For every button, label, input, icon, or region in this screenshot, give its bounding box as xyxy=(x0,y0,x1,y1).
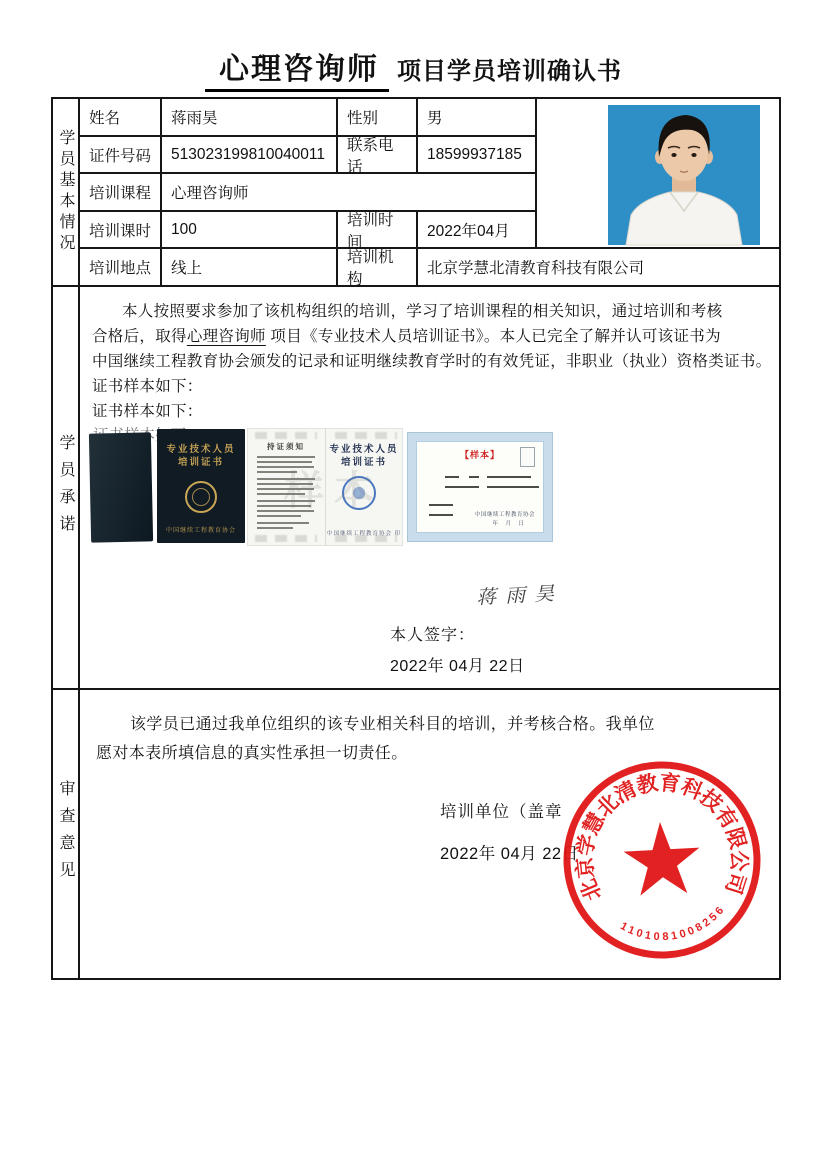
org-value-cell: 北京学慧北清教育科技有限公司 xyxy=(418,249,779,287)
text-placeholder xyxy=(487,486,539,488)
commitment-content xyxy=(80,287,779,690)
org-label-cell: 培训机构 xyxy=(338,249,418,287)
section-commitment-side-label xyxy=(53,287,80,690)
text-placeholder xyxy=(257,456,315,458)
seal-company-textpath: 北京学慧北清教育科技有限公司 xyxy=(573,771,751,904)
certificate-sample-page xyxy=(407,432,553,542)
text-placeholder xyxy=(257,505,311,507)
id-label-cell: 证件号码 xyxy=(80,137,162,174)
text-placeholder xyxy=(257,515,301,517)
side-label-text: 学员基本情况 xyxy=(57,129,74,255)
cover-footer: 中国继续工程教育协会 xyxy=(165,528,236,534)
commitment-paragraph xyxy=(92,299,771,424)
seal-group xyxy=(562,760,762,960)
watermark-smudge xyxy=(255,432,317,439)
paragraph-line: 本人按照要求参加了该机构组织的培训，学习了培训课程的相关知识，通过培训和考核 xyxy=(122,303,723,320)
paragraph-line: 中国继续工程教育协会颁发的记录和证明继续教育学时的有效凭证，非职业（执业）资格类证书。 xyxy=(92,353,772,370)
sign-label: 本人签字： xyxy=(390,627,476,644)
certificate-back-cover xyxy=(89,432,153,542)
sample-line-repeat: 证书样本如下： xyxy=(92,403,203,420)
side-label-text: 学员承诺 xyxy=(57,433,74,542)
confirmation-table xyxy=(51,97,781,980)
text-placeholder xyxy=(469,476,479,478)
place-label-cell: 培训地点 xyxy=(80,249,162,287)
seal-number-textpath: 1101081008256 xyxy=(618,902,729,944)
photo-eye-right xyxy=(691,153,696,157)
sample-page-inner xyxy=(416,441,544,533)
paragraph-line: 愿对本表所填信息的真实性承担一切责任。 xyxy=(96,745,408,762)
text-placeholder xyxy=(257,488,314,490)
text-placeholder xyxy=(445,476,459,478)
id-photo xyxy=(608,105,760,245)
inner-certificate-footer: 中国继续工程教育协会 印 xyxy=(326,531,402,537)
company-seal xyxy=(560,758,765,963)
cover-title-line1: 专业技术人员 xyxy=(166,444,236,455)
title-suffix: 项目学员培训确认书 xyxy=(397,58,622,85)
paragraph-line: 该学员已通过我单位组织的该专业相关科目的培训，并考核合格。我单位 xyxy=(130,716,655,733)
training-unit-date: 2022年 04月 22日 xyxy=(440,845,579,863)
time-value-cell: 2022年04月 xyxy=(418,212,537,249)
text-placeholder xyxy=(257,500,315,502)
sample-footer-org: 中国继续工程教育协会 xyxy=(474,512,535,518)
text-placeholder xyxy=(257,527,293,529)
photo-cell xyxy=(537,99,779,249)
photo-eye-left xyxy=(671,153,676,157)
course-label-cell: 培训课程 xyxy=(80,174,162,212)
text-placeholder xyxy=(445,486,479,488)
text-placeholder xyxy=(429,504,453,506)
name-value-cell: 蒋雨昊 xyxy=(162,99,338,137)
phone-label-cell: 联系电话 xyxy=(338,137,418,174)
cover-title xyxy=(166,443,235,469)
cover-title-line2: 培训证书 xyxy=(177,457,224,468)
sample-photo-box xyxy=(520,447,535,467)
text-placeholder xyxy=(257,461,312,463)
hours-label-cell: 培训课时 xyxy=(80,212,162,249)
certificate-samples xyxy=(88,427,568,549)
side-label-text: 审查意见 xyxy=(57,780,74,888)
text-placeholder xyxy=(257,471,297,473)
text-placeholder xyxy=(257,483,313,485)
name-label-cell: 姓名 xyxy=(80,99,162,137)
sample-line: 证书样本如下： xyxy=(92,378,203,395)
gender-value-cell: 男 xyxy=(418,99,537,137)
phone-value-cell: 18599937185 xyxy=(418,137,537,174)
sample-footer-date: 年 月 日 xyxy=(492,521,527,527)
watermark-smudge xyxy=(255,535,317,542)
paragraph-line xyxy=(92,324,771,349)
inner-title-line1: 专业技术人员 xyxy=(329,444,399,455)
text-placeholder xyxy=(487,476,531,478)
review-content xyxy=(80,690,779,978)
inner-title-line2: 培训证书 xyxy=(340,457,387,468)
sign-date: 2022年 04月 22日 xyxy=(390,658,525,675)
blue-seal-icon xyxy=(342,476,376,510)
time-label-cell: 培训时间 xyxy=(338,212,418,249)
course-value-cell: 心理咨询师 xyxy=(162,174,537,212)
cover-gold-emblem-icon xyxy=(185,481,217,513)
seal-star-icon xyxy=(622,820,702,896)
text-placeholder xyxy=(257,510,314,512)
text-placeholder xyxy=(257,478,315,480)
text-placeholder xyxy=(257,522,309,524)
section-review-side-label xyxy=(53,690,80,978)
handwritten-signature: 蒋雨昊 xyxy=(475,581,564,609)
text-placeholder xyxy=(257,493,305,495)
hours-value-cell: 100 xyxy=(162,212,338,249)
line2-post: 项目《专业技术人员培训证书》。本人已完全了解并认可该证书为 xyxy=(265,328,721,345)
text-placeholder xyxy=(257,466,314,468)
text-placeholder xyxy=(429,514,453,516)
notice-title: 持证须知 xyxy=(267,442,305,451)
place-value-cell: 线上 xyxy=(162,249,338,287)
watermark-smudge xyxy=(335,432,397,439)
line2-pre: 合格后，取得 xyxy=(92,328,187,345)
gender-label-cell: 性别 xyxy=(338,99,418,137)
section-basic-side-label xyxy=(53,99,80,287)
inner-certificate-title xyxy=(325,443,403,469)
certificate-inner-pages xyxy=(247,428,403,546)
certificate-front-cover xyxy=(157,429,245,543)
title-keyword: 心理咨询师 xyxy=(205,53,389,92)
training-unit-label: 培训单位（盖章 xyxy=(440,803,563,821)
id-value-cell: 513023199810040011 xyxy=(162,137,338,174)
sample-tag: 【样本】 xyxy=(459,450,500,460)
page-title xyxy=(0,44,827,88)
line2-underlined-course: 心理咨询师 xyxy=(186,328,266,345)
cover-emblem-inner xyxy=(192,488,210,506)
